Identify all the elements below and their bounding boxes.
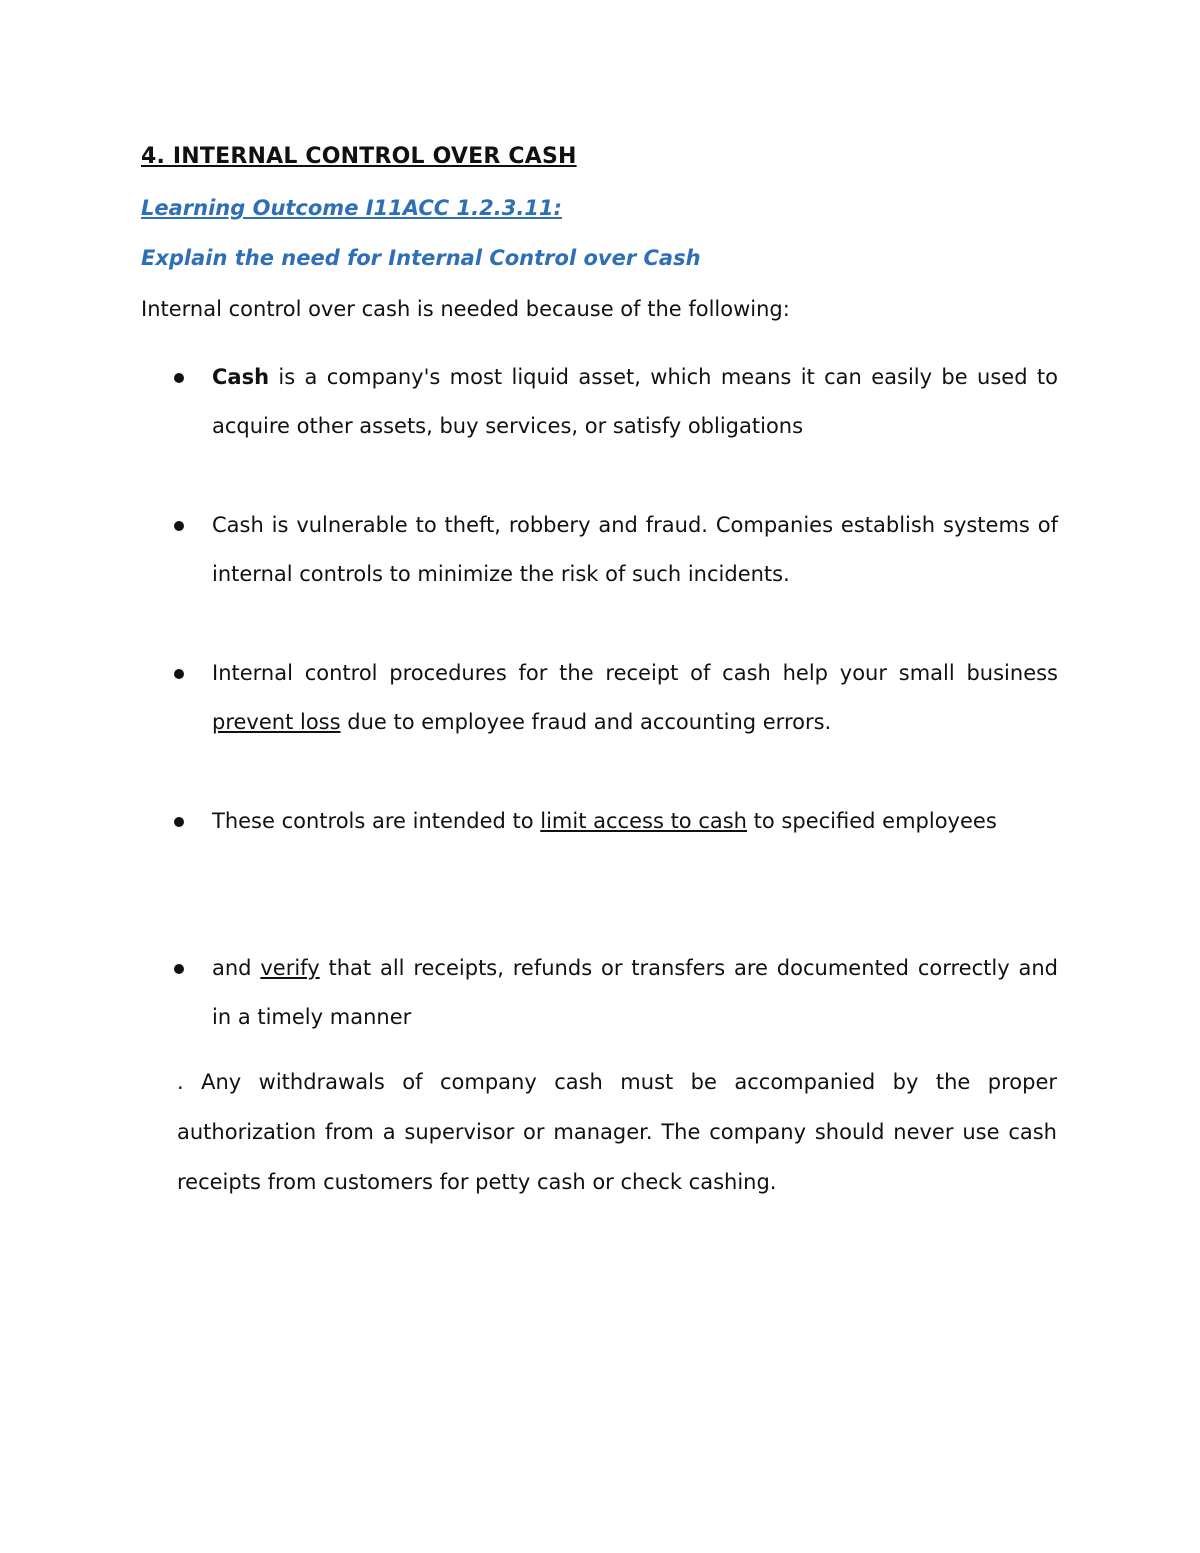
- list-item-text: These controls are intended to: [212, 809, 541, 833]
- bullet-icon: [174, 817, 184, 827]
- list-item-text: Cash is vulnerable to theft, robbery and fraud. Companies establish systems of internal controls to minimize the risk of such incidents.: [212, 513, 1058, 586]
- intro-paragraph: Internal control over cash is needed because of the following:: [141, 297, 790, 321]
- list-item-text: and: [212, 956, 261, 980]
- list-item: [212, 944, 1058, 1042]
- underlined-phrase: verify: [260, 956, 320, 980]
- list-item: [212, 797, 1058, 846]
- list-item-text: due to employee fraud and accounting errors.: [340, 710, 832, 734]
- closing-paragraph: . Any withdrawals of company cash must be accompanied by the proper authorization from a supervisor or manager. The company should never use cash receipts from customers for petty cash or check cashing.: [177, 1070, 1057, 1194]
- bullet-icon: [174, 669, 184, 679]
- outcome-description: Explain the need for Internal Control over Cash: [141, 246, 701, 270]
- list-item-text: Internal control procedures for the receipt of cash help your small business: [212, 661, 1058, 685]
- learning-outcome: Learning Outcome I11ACC 1.2.3.11:: [141, 196, 562, 220]
- list-item: [212, 501, 1058, 599]
- bullet-icon: [174, 521, 184, 531]
- list-item: [212, 649, 1058, 747]
- bullet-icon: [174, 373, 184, 383]
- section-heading: 4. INTERNAL CONTROL OVER CASH: [141, 144, 577, 169]
- list-item: [212, 353, 1058, 451]
- list-item-text: to specified employees: [747, 809, 997, 833]
- underlined-phrase: prevent loss: [212, 710, 341, 734]
- bold-lead: Cash: [212, 365, 270, 389]
- list-item-text: that all receipts, refunds or transfers are documented correctly and in a timely manner: [212, 956, 1058, 1029]
- underlined-phrase: limit access to cash: [540, 809, 747, 833]
- bullet-icon: [174, 964, 184, 974]
- list-item-text: is a company's most liquid asset, which means it can easily be used to acquire other assets, buy services, or satisfy obligations: [212, 365, 1058, 438]
